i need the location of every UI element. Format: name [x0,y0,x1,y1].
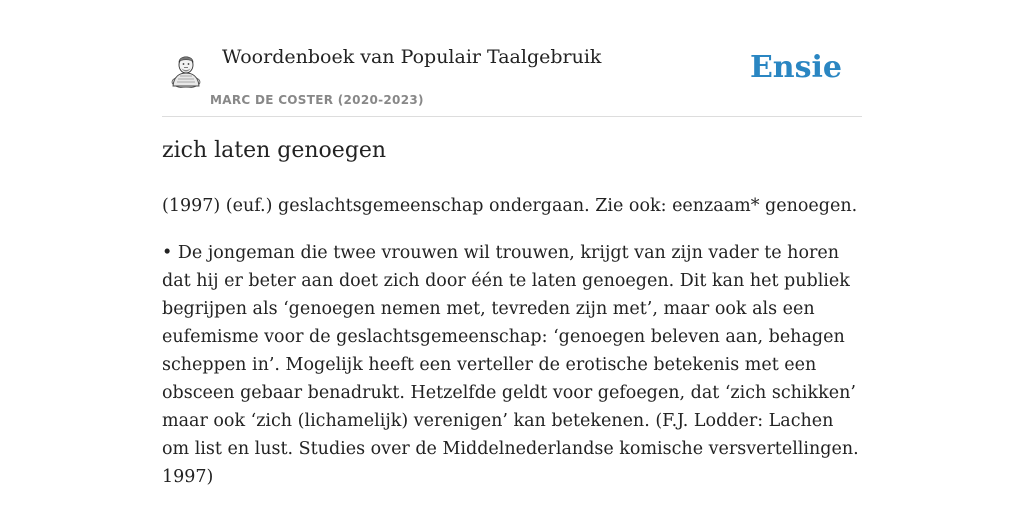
entry-headword: zich laten genoegen [162,138,387,163]
ensie-logo-link[interactable]: Ensie [749,50,842,85]
dictionary-title[interactable]: Woordenboek van Populair Taalgebruik [222,46,602,68]
entry-example: • De jongeman die twee vrouwen wil trouwen, krijgt van zijn vader te horen dat hij er beter aan doet zich door één te laten genoegen. Dit kan het publiek begrijpen als ‘genoegen nemen met, tevreden zijn met’, maar ook als een eufemisme voor de geslachtsgemeenschap: ‘genoegen beleven aan, behagen scheppen in’. Mogelijk heeft een verteller de erotische betekenis met een obsceen gebaar benadrukt. Hetzelfde geldt voor gefoegen, dat ‘zich schikken’ maar ook ‘zich (lichamelijk) verenigen’ kan betekenen. (F.J. Lodder: Lachen om list en lust. Studies over de Middelnederlandse komische versvertellingen. 1997) [162,243,859,487]
author-credit: MARC DE COSTER (2020-2023) [210,93,424,107]
entry-definition: (1997) (euf.) geslachtsgemeenschap ondergaan. Zie ook: eenzaam* genoegen. [162,196,858,216]
author-portrait-icon [170,52,202,88]
dictionary-header [162,36,862,117]
